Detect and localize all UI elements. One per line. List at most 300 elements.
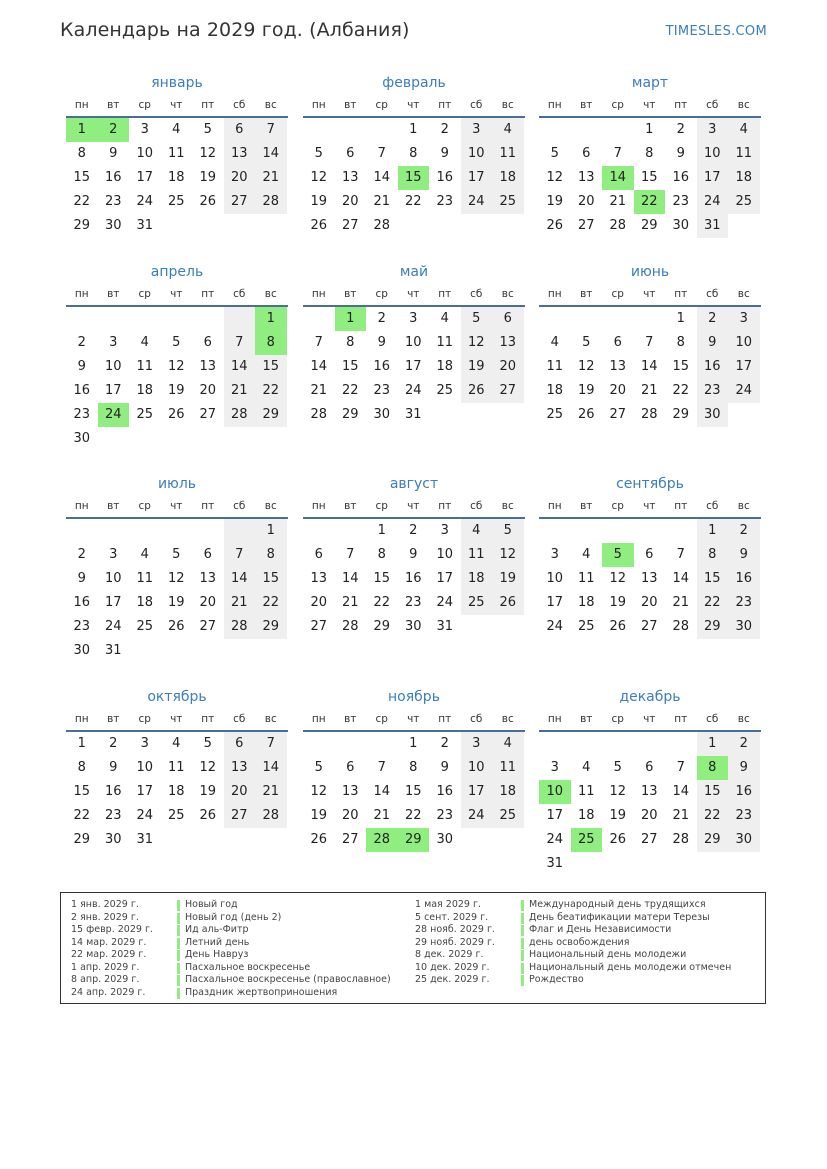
day-cell: 15	[672, 359, 690, 374]
empty-day-cell	[224, 307, 256, 331]
page-title: Календарь на 2029 год. (Албания)	[60, 19, 410, 41]
day-cell: 26	[546, 218, 564, 233]
day-cell: 19	[167, 383, 185, 398]
empty-day-cell	[224, 639, 256, 663]
day-cell: 25	[728, 190, 760, 214]
day-cell: 22	[73, 194, 91, 209]
day-cell: 29	[255, 403, 287, 427]
day-cell: 20	[640, 595, 658, 610]
day-cell: 22	[73, 808, 91, 823]
empty-day-cell	[335, 118, 367, 142]
legend-item	[71, 949, 391, 962]
day-cell: 28	[672, 619, 690, 634]
empty-day-cell	[602, 732, 634, 756]
month-block	[539, 261, 761, 427]
legend-holiday-name: Национальный день молодежи отмечен	[529, 961, 732, 973]
day-cell: 23	[104, 194, 122, 209]
day-cell: 19	[577, 383, 595, 398]
empty-day-cell	[571, 118, 603, 142]
legend-date: 8 дек. 2029 г.	[415, 949, 484, 960]
weekday-label: сб	[706, 288, 719, 300]
month-name: декабрь	[619, 689, 681, 705]
weekday-label: пн	[74, 713, 89, 725]
day-cell: 23	[104, 808, 122, 823]
day-cell: 7	[377, 760, 386, 775]
day-cell: 4	[582, 547, 591, 562]
empty-day-cell	[366, 732, 398, 756]
day-cell: 30	[436, 832, 454, 847]
day-cell: 27	[224, 804, 256, 828]
day-cell: 29	[341, 407, 359, 422]
day-cell: 16	[728, 567, 760, 591]
weekday-label: сб	[233, 99, 246, 111]
day-cell: 3	[461, 732, 493, 756]
empty-day-cell	[335, 732, 367, 756]
day-cell: 7	[676, 760, 685, 775]
day-cell: 19	[310, 808, 328, 823]
day-cell: 1	[409, 122, 418, 137]
empty-day-cell	[602, 852, 634, 876]
day-cell: 10	[136, 760, 154, 775]
day-cell: 23	[436, 808, 454, 823]
days-grid	[539, 307, 761, 427]
legend-item	[71, 937, 391, 950]
day-cell: 19	[492, 567, 524, 591]
weekday-label: вт	[107, 288, 120, 300]
weekday-label: пн	[74, 500, 89, 512]
day-cell: 3	[461, 118, 493, 142]
days-grid	[303, 732, 525, 852]
weekday-label: вт	[344, 500, 357, 512]
legend-color-marker	[521, 950, 524, 961]
day-cell: 5	[613, 760, 622, 775]
day-cell: 4	[461, 519, 493, 543]
days-grid	[303, 307, 525, 427]
weekday-header	[66, 495, 288, 519]
day-cell: 7	[377, 146, 386, 161]
weekday-label: пн	[547, 288, 562, 300]
day-cell: 23	[728, 591, 760, 615]
weekday-label: вс	[264, 288, 277, 300]
day-cell: 15	[697, 780, 729, 804]
month-block	[303, 473, 525, 639]
day-cell: 9	[697, 331, 729, 355]
day-cell: 12	[609, 571, 627, 586]
days-grid	[539, 118, 761, 238]
day-cell: 12	[310, 170, 328, 185]
month-block	[303, 72, 525, 238]
day-cell: 30	[73, 431, 91, 446]
day-cell: 31	[404, 407, 422, 422]
day-cell: 25	[167, 808, 185, 823]
day-cell: 29	[373, 619, 391, 634]
legend-item	[71, 962, 391, 975]
day-cell: 16	[104, 784, 122, 799]
day-cell: 18	[492, 166, 524, 190]
legend-color-marker	[177, 938, 180, 949]
day-cell: 6	[203, 547, 212, 562]
day-cell: 11	[728, 142, 760, 166]
day-cell: 21	[640, 383, 658, 398]
day-cell: 9	[109, 760, 118, 775]
day-cell: 25	[461, 591, 493, 615]
day-cell: 29	[255, 615, 287, 639]
day-cell: 11	[492, 142, 524, 166]
legend-date: 5 сент. 2029 г.	[415, 911, 489, 923]
holiday-day-cell: 2	[98, 118, 130, 142]
weekday-label: ср	[138, 288, 151, 300]
day-cell: 5	[492, 519, 524, 543]
empty-day-cell	[66, 307, 98, 331]
holiday-day-cell: 8	[255, 331, 287, 355]
day-cell: 28	[224, 403, 256, 427]
day-cell: 27	[640, 832, 658, 847]
day-cell: 9	[377, 335, 386, 350]
day-cell: 9	[676, 146, 685, 161]
legend-holiday-name: Новый год	[185, 899, 238, 910]
legend-item	[71, 899, 391, 912]
day-cell: 25	[492, 190, 524, 214]
day-cell: 16	[436, 784, 454, 799]
day-cell: 20	[224, 780, 256, 804]
weekday-header	[303, 495, 525, 519]
empty-day-cell	[192, 519, 224, 543]
empty-day-cell	[161, 214, 193, 238]
day-cell: 2	[728, 732, 760, 756]
empty-day-cell	[98, 519, 130, 543]
day-cell: 22	[697, 591, 729, 615]
weekday-label: пн	[547, 713, 562, 725]
empty-day-cell	[429, 403, 461, 427]
day-cell: 3	[440, 523, 449, 538]
weekday-label: пн	[74, 288, 89, 300]
day-cell: 10	[546, 571, 564, 586]
day-cell: 31	[136, 218, 154, 233]
day-cell: 27	[310, 619, 328, 634]
day-cell: 2	[728, 519, 760, 543]
day-cell: 4	[492, 732, 524, 756]
day-cell: 1	[255, 519, 287, 543]
legend-date: 14 мар. 2029 г.	[71, 936, 147, 948]
weekday-header	[303, 283, 525, 307]
weekday-label: чт	[643, 99, 656, 111]
day-cell: 27	[640, 619, 658, 634]
day-cell: 19	[199, 784, 217, 799]
month-name: июнь	[630, 264, 670, 280]
legend-color-marker	[521, 963, 524, 974]
empty-day-cell	[192, 427, 224, 451]
day-cell: 1	[697, 519, 729, 543]
empty-day-cell	[461, 403, 493, 427]
day-cell: 25	[546, 407, 564, 422]
legend-holiday-name: Рождество	[529, 974, 584, 985]
day-cell: 22	[404, 808, 422, 823]
day-cell: 16	[104, 170, 122, 185]
month-name: сентябрь	[616, 476, 684, 492]
legend-date: 1 мая 2029 г.	[415, 899, 481, 910]
empty-day-cell	[161, 828, 193, 852]
weekday-label: вс	[264, 500, 277, 512]
day-cell: 2	[676, 122, 685, 137]
day-cell: 2	[77, 335, 86, 350]
empty-day-cell	[492, 403, 524, 427]
weekday-label: пн	[311, 288, 326, 300]
empty-day-cell	[224, 427, 256, 451]
day-cell: 31	[104, 643, 122, 658]
day-cell: 26	[310, 218, 328, 233]
day-cell: 23	[404, 595, 422, 610]
weekday-label: ср	[375, 99, 388, 111]
legend-holiday-name: Международный день трудящихся	[529, 899, 706, 910]
weekday-label: вт	[107, 500, 120, 512]
day-cell: 16	[73, 383, 91, 398]
day-cell: 12	[577, 359, 595, 374]
day-cell: 27	[341, 832, 359, 847]
day-cell: 17	[697, 166, 729, 190]
day-cell: 24	[461, 190, 493, 214]
legend-color-marker	[521, 913, 524, 924]
day-cell: 15	[404, 784, 422, 799]
weekday-label: пт	[438, 500, 452, 512]
month-block	[539, 686, 761, 876]
weekday-label: ср	[611, 500, 624, 512]
day-cell: 10	[697, 142, 729, 166]
day-cell: 27	[609, 407, 627, 422]
day-cell: 26	[167, 407, 185, 422]
day-cell: 17	[546, 808, 564, 823]
empty-day-cell	[161, 307, 193, 331]
holiday-day-cell: 25	[571, 828, 603, 852]
weekday-header	[539, 495, 761, 519]
legend-color-marker	[177, 988, 180, 999]
day-cell: 17	[136, 170, 154, 185]
weekday-label: вс	[501, 99, 514, 111]
weekday-label: сб	[233, 713, 246, 725]
day-cell: 6	[224, 732, 256, 756]
empty-day-cell	[697, 852, 729, 876]
day-cell: 25	[436, 383, 454, 398]
day-cell: 27	[224, 190, 256, 214]
day-cell: 5	[172, 335, 181, 350]
day-cell: 7	[613, 146, 622, 161]
day-cell: 2	[440, 736, 449, 751]
weekday-label: пн	[547, 500, 562, 512]
day-cell: 18	[728, 166, 760, 190]
day-cell: 2	[409, 523, 418, 538]
weekday-label: пт	[438, 99, 452, 111]
empty-day-cell	[728, 852, 760, 876]
days-grid	[66, 307, 288, 451]
day-cell: 8	[346, 335, 355, 350]
day-cell: 20	[224, 166, 256, 190]
legend-color-marker	[177, 900, 180, 911]
weekday-label: чт	[643, 288, 656, 300]
weekday-label: сб	[233, 288, 246, 300]
weekday-header	[539, 708, 761, 732]
day-cell: 8	[77, 760, 86, 775]
day-cell: 20	[640, 808, 658, 823]
day-cell: 1	[697, 732, 729, 756]
month-name: август	[389, 476, 439, 492]
day-cell: 31	[136, 832, 154, 847]
day-cell: 21	[672, 595, 690, 610]
day-cell: 20	[199, 595, 217, 610]
day-cell: 23	[73, 619, 91, 634]
day-cell: 26	[167, 619, 185, 634]
day-cell: 19	[199, 170, 217, 185]
day-cell: 5	[461, 307, 493, 331]
day-cell: 14	[255, 756, 287, 780]
day-cell: 12	[461, 331, 493, 355]
day-cell: 30	[373, 407, 391, 422]
empty-day-cell	[161, 519, 193, 543]
legend-date: 8 апр. 2029 г.	[71, 974, 140, 985]
day-cell: 27	[199, 407, 217, 422]
day-cell: 21	[224, 591, 256, 615]
day-cell: 5	[172, 547, 181, 562]
day-cell: 14	[224, 355, 256, 379]
day-cell: 25	[577, 619, 595, 634]
weekday-header	[303, 708, 525, 732]
holiday-day-cell: 29	[398, 828, 430, 852]
day-cell: 24	[546, 832, 564, 847]
day-cell: 24	[104, 619, 122, 634]
day-cell: 13	[640, 571, 658, 586]
month-block	[66, 473, 288, 663]
day-cell: 26	[609, 832, 627, 847]
legend-column-right	[415, 899, 731, 987]
day-cell: 25	[492, 804, 524, 828]
legend-color-marker	[521, 900, 524, 911]
day-cell: 13	[224, 756, 256, 780]
day-cell: 13	[310, 571, 328, 586]
holiday-day-cell: 10	[539, 780, 571, 804]
day-cell: 21	[373, 194, 391, 209]
day-cell: 21	[255, 780, 287, 804]
day-cell: 21	[255, 166, 287, 190]
day-cell: 11	[461, 543, 493, 567]
day-cell: 16	[436, 170, 454, 185]
day-cell: 22	[373, 595, 391, 610]
legend-date: 10 дек. 2029 г.	[415, 961, 490, 973]
day-cell: 3	[409, 311, 418, 326]
weekday-label: пн	[311, 99, 326, 111]
day-cell: 10	[461, 756, 493, 780]
month-block	[66, 261, 288, 451]
weekday-label: вт	[107, 99, 120, 111]
empty-day-cell	[398, 214, 430, 238]
weekday-label: ср	[375, 713, 388, 725]
day-cell: 28	[640, 407, 658, 422]
day-cell: 11	[136, 571, 154, 586]
day-cell: 26	[492, 591, 524, 615]
weekday-label: вт	[580, 500, 593, 512]
weekday-label: пт	[674, 500, 688, 512]
day-cell: 16	[672, 170, 690, 185]
legend-item	[415, 912, 731, 925]
site-link[interactable]: TIMESLES.COM	[665, 24, 767, 39]
day-cell: 28	[341, 619, 359, 634]
legend-color-marker	[177, 950, 180, 961]
day-cell: 15	[640, 170, 658, 185]
legend-holiday-name: День беатификации матери Терезы	[529, 911, 710, 923]
month-block	[66, 686, 288, 852]
days-grid	[303, 118, 525, 238]
empty-day-cell	[303, 519, 335, 543]
day-cell: 16	[404, 571, 422, 586]
day-cell: 28	[672, 832, 690, 847]
weekday-label: сб	[233, 500, 246, 512]
day-cell: 23	[373, 383, 391, 398]
day-cell: 13	[224, 142, 256, 166]
day-cell: 7	[346, 547, 355, 562]
empty-day-cell	[192, 307, 224, 331]
empty-day-cell	[129, 307, 161, 331]
day-cell: 3	[697, 118, 729, 142]
weekday-label: чт	[643, 500, 656, 512]
weekday-label: чт	[407, 99, 420, 111]
day-cell: 2	[377, 311, 386, 326]
day-cell: 24	[136, 194, 154, 209]
empty-day-cell	[665, 732, 697, 756]
day-cell: 15	[255, 567, 287, 591]
day-cell: 23	[73, 407, 91, 422]
weekday-header	[539, 283, 761, 307]
day-cell: 12	[167, 359, 185, 374]
day-cell: 15	[255, 355, 287, 379]
legend-color-marker	[177, 913, 180, 924]
weekday-label: пт	[201, 500, 215, 512]
day-cell: 24	[404, 383, 422, 398]
day-cell: 10	[461, 142, 493, 166]
weekday-label: вт	[580, 99, 593, 111]
legend-item	[415, 937, 731, 950]
day-cell: 2	[77, 547, 86, 562]
day-cell: 19	[546, 194, 564, 209]
days-grid	[66, 732, 288, 852]
legend-date: 24 апр. 2029 г.	[71, 986, 146, 998]
day-cell: 9	[440, 146, 449, 161]
legend-item	[71, 987, 391, 1000]
month-name: октябрь	[147, 689, 207, 705]
day-cell: 7	[255, 118, 287, 142]
holiday-legend	[60, 892, 766, 1004]
weekday-label: сб	[706, 500, 719, 512]
day-cell: 11	[577, 571, 595, 586]
day-cell: 23	[697, 379, 729, 403]
empty-day-cell	[192, 828, 224, 852]
day-cell: 8	[77, 146, 86, 161]
day-cell: 20	[492, 355, 524, 379]
month-name: январь	[151, 75, 203, 91]
day-cell: 11	[492, 756, 524, 780]
day-cell: 20	[199, 383, 217, 398]
day-cell: 1	[676, 311, 685, 326]
weekday-label: вс	[264, 713, 277, 725]
day-cell: 30	[697, 403, 729, 427]
month-block	[303, 261, 525, 427]
day-cell: 12	[199, 146, 217, 161]
empty-day-cell	[634, 519, 666, 543]
weekday-header	[303, 94, 525, 118]
day-cell: 17	[436, 571, 454, 586]
weekday-label: ср	[375, 500, 388, 512]
day-cell: 18	[546, 383, 564, 398]
weekday-label: чт	[643, 713, 656, 725]
day-cell: 6	[613, 335, 622, 350]
day-cell: 28	[255, 190, 287, 214]
weekday-label: чт	[170, 288, 183, 300]
